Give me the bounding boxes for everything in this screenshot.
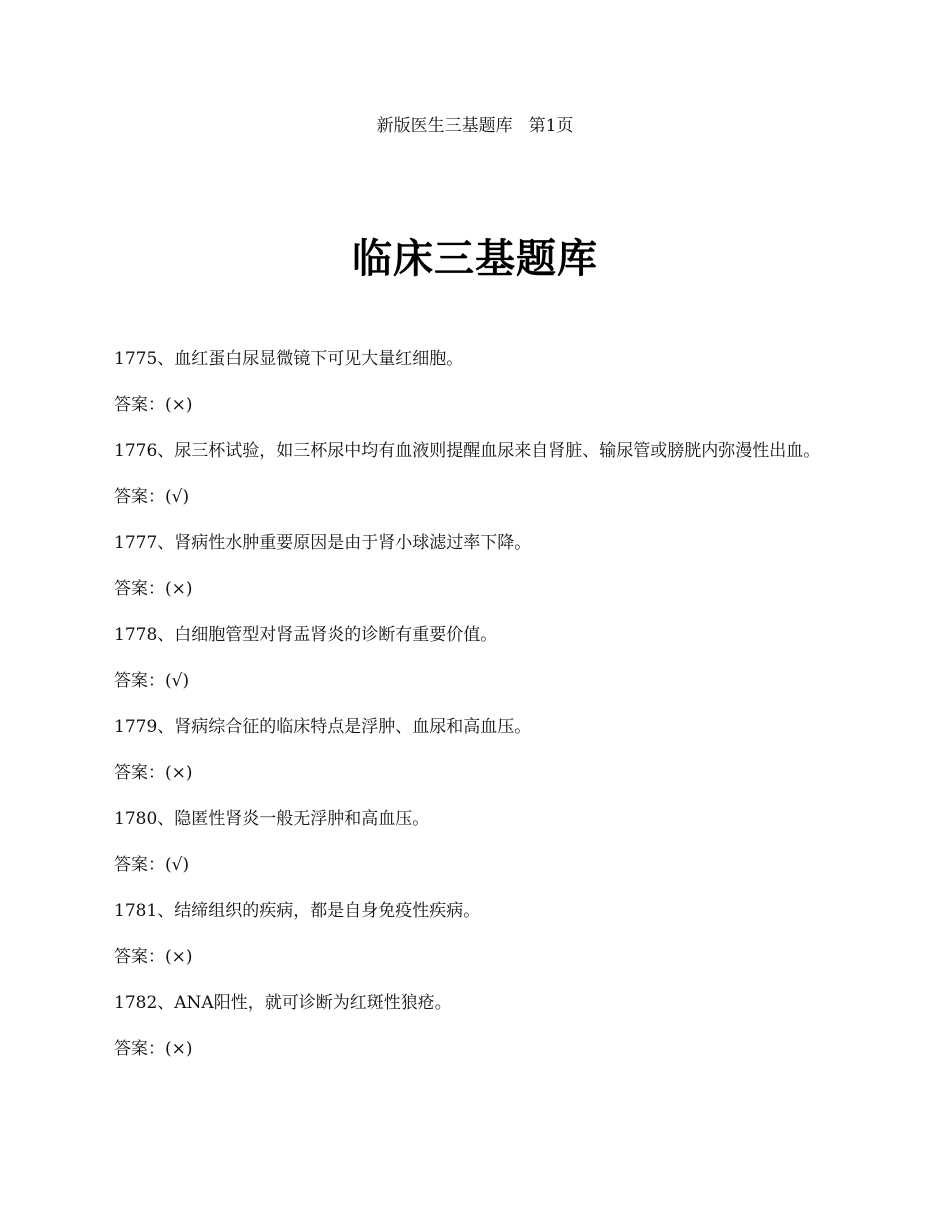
question-text: 1775、血红蛋白尿显微镜下可见大量红细胞。 [114, 349, 464, 369]
running-header [0, 114, 950, 138]
answer-text: 答案：(×) [114, 947, 193, 967]
question-text: 1779、肾病综合征的临床特点是浮肿、血尿和高血压。 [114, 717, 532, 737]
header-page-number: 第1页 [528, 116, 574, 136]
answer-text: 答案：(×) [114, 1039, 193, 1059]
question-text: 1778、白细胞管型对肾盂肾炎的诊断有重要价值。 [114, 625, 498, 645]
answer-text: 答案：(√) [114, 671, 190, 691]
question-text: 1782、ANA阳性，就可诊断为红斑性狼疮。 [114, 993, 452, 1013]
answer-text: 答案：(×) [114, 763, 193, 783]
answer-text: 答案：(×) [114, 395, 193, 415]
answer-text: 答案：(×) [114, 579, 193, 599]
document-title: 临床三基题库 [352, 236, 598, 282]
question-text: 1781、结缔组织的疾病，都是自身免疫性疾病。 [114, 901, 481, 921]
header-document-name: 新版医生三基题库 [376, 116, 513, 136]
question-text: 1777、肾病性水肿重要原因是由于肾小球滤过率下降。 [114, 533, 532, 553]
question-text: 1780、隐匿性肾炎一般无浮肿和高血压。 [114, 809, 430, 829]
answer-text: 答案：(√) [114, 855, 190, 875]
question-text: 1776、尿三杯试验，如三杯尿中均有血液则提醒血尿来自肾脏、输尿管或膀胱内弥漫性出血。 [114, 441, 821, 461]
answer-text: 答案：(√) [114, 487, 190, 507]
question-list [114, 336, 834, 1072]
